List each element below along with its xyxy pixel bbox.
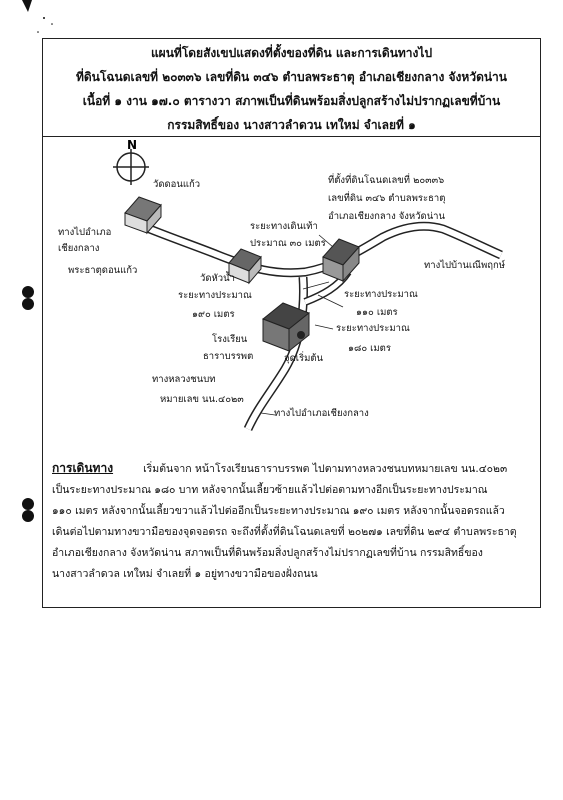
owner-info: กรรมสิทธิ์ของ นางสาวลำดวน เทใหม่ จำเลยที่ ๑ (167, 118, 416, 132)
label-dist-180-1: ระยะทางประมาณ (336, 323, 410, 334)
route-line-6: นางสาวลำดวล เทใหม่ จำเลยที่ ๑ อยู่ทางขวามือของฝั่งถนน (52, 568, 318, 580)
land-size-info: เนื้อที่ ๑ งาน ๑๗.๐ ตารางวา สภาพเป็นที่ดินพร้อมสิ่งปลูกสร้างไม่ปรากฏเลขที่บ้าน (82, 94, 501, 108)
label-dist-180-2: ๑๘๐ เมตร (348, 343, 391, 354)
label-walk-dist-2: ประมาณ ๓๐ เมตร (250, 238, 326, 249)
route-line-3: ๑๑๐ เมตร หลังจากนั้นเลี้ยวขวาแล้วไปต่ออีกเป็นระยะทางประมาณ ๑๙๐ เมตร หลังจากนั้นจอดรถแล้ว (52, 505, 505, 517)
label-to-district-1: ทางไปอำเภอ (58, 227, 112, 238)
punch-hole (22, 298, 34, 310)
route-line-1: เริ่มต้นจาก หน้าโรงเรียนธาราบรรพต ไปตามทางหลวงชนบทหมายเลข นน.๔๐๒๓ (143, 463, 508, 475)
label-site-1: ที่ตั้งที่ดินโฉนดเลขที่ ๒๐๓๓๖ (328, 175, 445, 186)
sketch-map (43, 137, 539, 437)
label-dist-110-1: ระยะทางประมาณ (344, 289, 418, 300)
doc-title: แผนที่โดยสังเขปแสดงที่ตั้งของที่ดิน และการเดินทางไป (150, 46, 433, 60)
label-dist-190-2: ๑๙๐ เมตร (192, 309, 235, 320)
land-site-icon (323, 239, 359, 281)
punch-hole (22, 510, 34, 522)
punch-hole (22, 286, 34, 298)
route-title: การเดินทาง (52, 461, 114, 475)
label-dist-110-2: ๑๑๐ เมตร (356, 307, 398, 318)
route-description (52, 458, 535, 585)
compass-n: N (127, 138, 138, 152)
label-phrathat-don-kaeo: พระธาตุดอนแก้ว (68, 265, 138, 276)
label-site-3: อำเภอเชียงกลาง จังหวัดน่าน (328, 211, 446, 222)
school-icon (263, 303, 309, 351)
route-line-5: อำเภอเชียงกลาง จังหวัดน่าน สภาพเป็นที่ดินพร้อมสิ่งปลูกสร้างไม่ปรากฏเลขที่บ้าน กรรมสิทธิ์ของ (52, 547, 483, 559)
label-to-village: ทางไปบ้านเณีพฤกษ์ (424, 260, 505, 271)
label-rural-road-2: หมายเลข นน.๔๐๒๓ (160, 394, 244, 405)
route-line-4: เดินต่อไปตามทางขวามือของจุดจอดรถ จะถึงที่ตั้งที่ดินโฉนดเลขที่ ๒๐๒๗๑ เลขที่ดิน ๒๙๔ ตำบลพระธาตุ (52, 526, 517, 538)
start-point-marker (297, 331, 305, 339)
label-walk-dist-1: ระยะทางเดินเท้า (250, 221, 318, 232)
label-dist-190-1: ระยะทางประมาณ (178, 290, 252, 301)
label-start-point: จุดเริ่มต้น (284, 353, 324, 364)
label-site-2: เลขที่ดิน ๓๔๖ ตำบลพระธาตุ (328, 193, 446, 204)
label-wat-hua-nam: วัดหัวน้ำ (200, 273, 235, 284)
label-to-district-2: เชียงกลาง (58, 243, 100, 254)
punch-hole (22, 498, 34, 510)
label-to-chiang-klang: ทางไปอำเภอเชียงกลาง (274, 408, 369, 419)
label-school-1: โรงเรียน (212, 334, 248, 345)
scan-mark (18, 0, 58, 40)
compass-icon (113, 149, 149, 185)
route-line-2: เป็นระยะทางประมาณ ๑๘๐ บาท หลังจากนั้นเลี้ยวซ้ายแล้วไปต่อตามทางอีกเป็นระยะทางประมาณ (52, 484, 488, 496)
label-rural-road-1: ทางหลวงชนบท (152, 374, 216, 385)
label-wat-don-kaeo: วัดดอนแก้ว (153, 179, 201, 190)
deed-info: ที่ดินโฉนดเลขที่ ๒๐๓๓๖ เลขที่ดิน ๓๔๖ ตำบลพระธาตุ อำเภอเชียงกลาง จังหวัดน่าน (75, 70, 508, 84)
label-school-2: ธาราบรรพต (203, 351, 254, 362)
